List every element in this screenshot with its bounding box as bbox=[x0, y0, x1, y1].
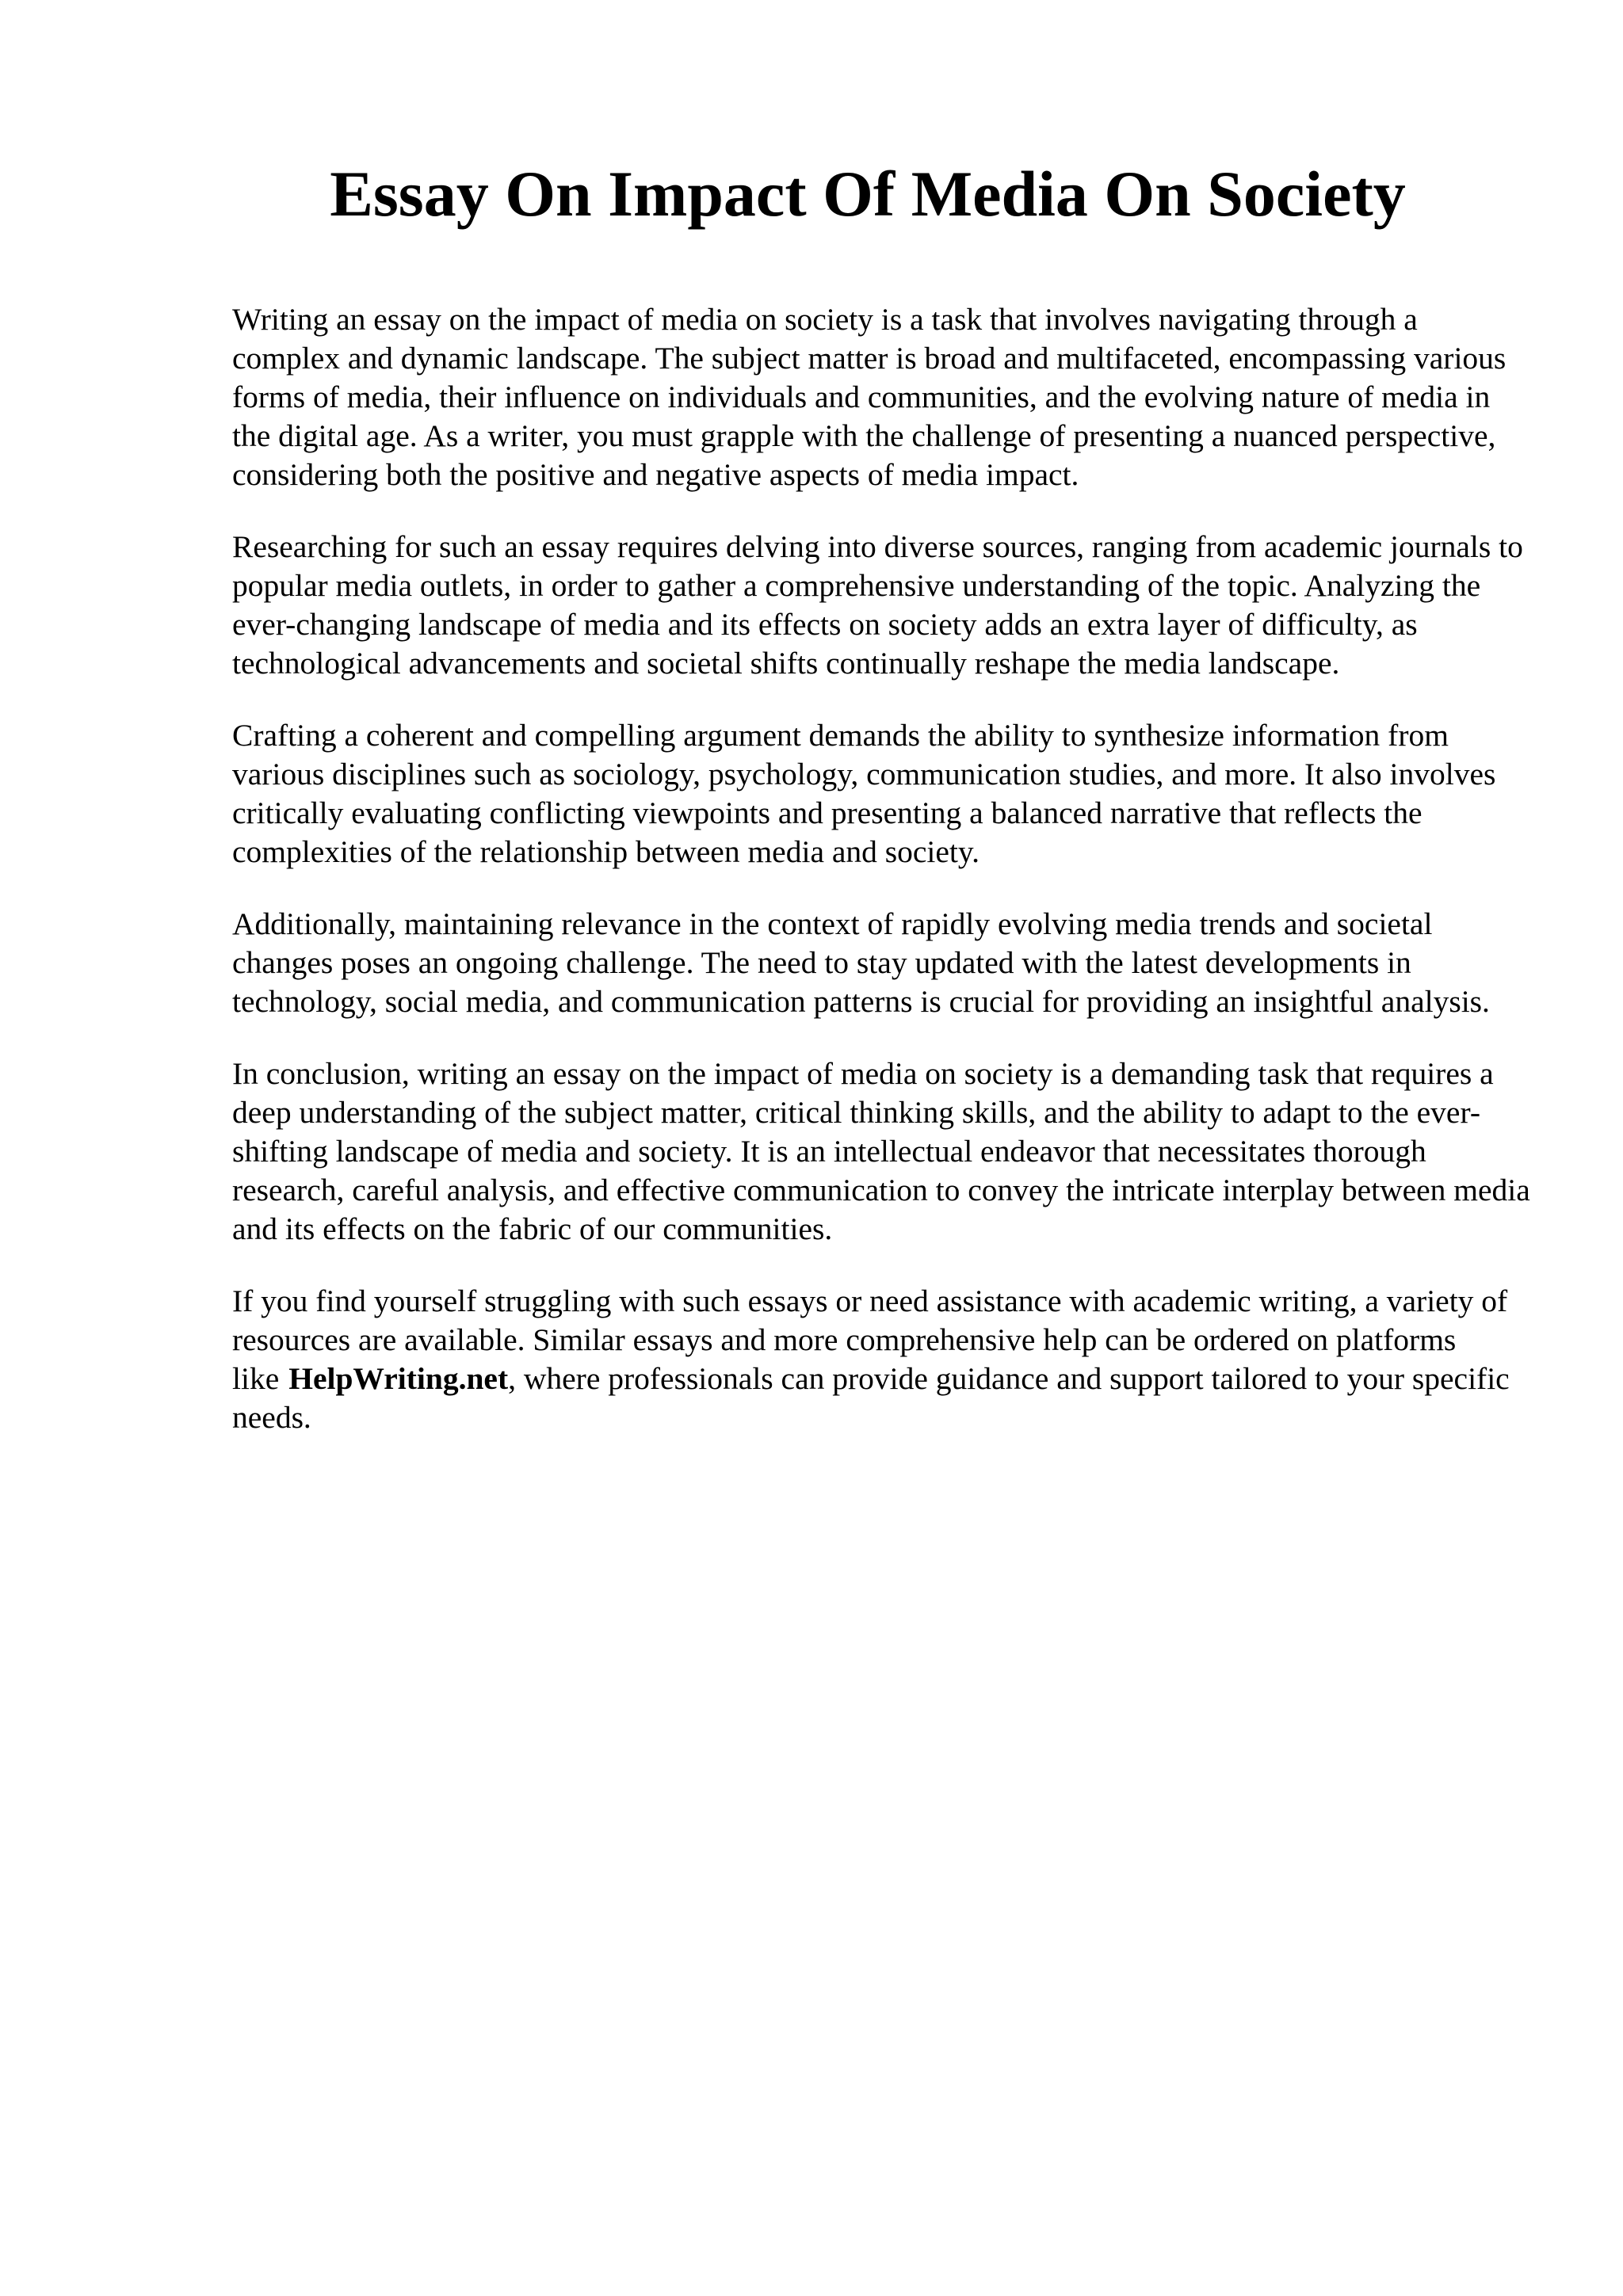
paragraph-6-text-after: , where professionals can provide guidance and support tailored to your specific needs. bbox=[232, 1361, 1510, 1435]
paragraph-1: Writing an essay on the impact of media on society is a task that involves navigating through a complex and dynamic landscape. The subject matter is broad and multifaceted, encompassing various forms of media, their influence on individuals and communities, and the evolving nature of media in the digital age. As a writer, you must grapple with the challenge of presenting a nuanced perspective, considering both the positive and negative aspects of media impact. bbox=[232, 302, 1507, 492]
paragraph-2: Researching for such an essay requires delving into diverse sources, ranging from academic journals to popular media outlets, in order to gather a comprehensive understanding of the topic. Analyzing the ever-changing landscape of media and its effects on society adds an extra layer of difficulty, as technological advancements and societal shifts continually reshape the media landscape. bbox=[232, 529, 1523, 681]
paragraph-6-text-before: If you find yourself struggling with such essays or need assistance with academic writing, a variety of resources are available. Similar essays and more comprehensive help can be ordered on platforms like bbox=[232, 1283, 1508, 1396]
paragraph-6 bbox=[232, 1282, 1532, 1437]
paragraph-3: Crafting a coherent and compelling argument demands the ability to synthesize information from various disciplines such as sociology, psychology, communication studies, and more. It also involves critically evaluating conflicting viewpoints and presenting a balanced narrative that reflects the complexities of the relationship between media and society. bbox=[232, 718, 1496, 869]
paragraph-5: In conclusion, writing an essay on the impact of media on society is a demanding task that requires a deep understanding of the subject matter, critical thinking skills, and the ability to adapt to the ever-shifting landscape of media and society. It is an intellectual endeavor that necessitates thorough research, careful analysis, and effective communication to convey the intricate interplay between media and its effects on the fabric of our communities. bbox=[232, 1056, 1530, 1246]
helpwriting-link[interactable]: HelpWriting.net bbox=[288, 1361, 509, 1396]
paragraph-4: Additionally, maintaining relevance in the context of rapidly evolving media trends and societal changes poses an ongoing challenge. The need to stay updated with the latest developments in technology, social media, and communication patterns is crucial for providing an insightful analysis. bbox=[232, 906, 1490, 1019]
document-title: Essay On Impact Of Media On Society bbox=[330, 158, 1406, 230]
document-body bbox=[232, 300, 1532, 1470]
